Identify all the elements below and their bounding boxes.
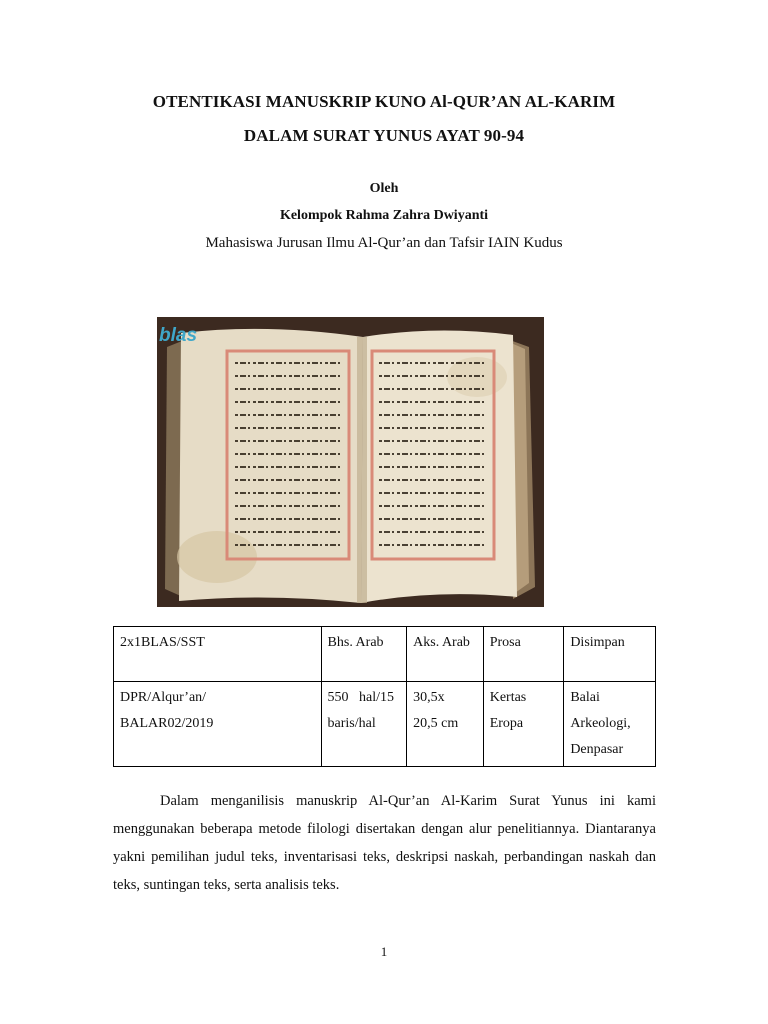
document-title-line-1: OTENTIKASI MANUSKRIP KUNO Al-QUR’AN AL-KARIM	[152, 92, 616, 111]
table-cell	[483, 682, 564, 767]
cell-line: BALAR02/2019	[120, 716, 214, 731]
table-cell	[564, 682, 656, 767]
author-affiliation: Mahasiswa Jurusan Ilmu Al-Qur’an dan Tafsir IAIN Kudus	[205, 235, 563, 251]
cell-line: Eropa	[489, 716, 524, 731]
table-row	[114, 682, 656, 767]
body-paragraph: Dalam menganilisis manuskrip Al-Qur’an Al-Karim Surat Yunus ini kami menggunakan beberapa metode filologi disertakan dengan alur penelitiannya. Diantaranya yakni pemilihan judul teks, inventarisasi teks, deskripsi naskah, perbandingan naskah dan teks, suntingan teks, serta analisis teks.	[113, 793, 656, 893]
table-row	[114, 627, 656, 682]
table-cell: Aks. Arab	[407, 627, 484, 682]
cell-line: Kertas	[489, 690, 527, 705]
photo-watermark: blas	[159, 325, 198, 346]
cell-line: baris/hal	[327, 716, 376, 731]
by-label: Oleh	[369, 181, 399, 196]
table-cell: Prosa	[483, 627, 564, 682]
manuscript-illustration	[157, 317, 544, 607]
table-cell	[114, 682, 322, 767]
manuscript-info-table	[113, 626, 656, 767]
page-number: 1	[380, 944, 388, 959]
manuscript-photo	[157, 317, 544, 607]
table-cell	[407, 682, 484, 767]
cell-line: DPR/Alqur’an/	[120, 690, 207, 705]
cell-line: Denpasar	[570, 742, 624, 757]
author-name: Kelompok Rahma Zahra Dwiyanti	[279, 208, 489, 223]
cell-line: Balai	[570, 690, 600, 705]
cell-line: 550 hal/15	[327, 690, 395, 705]
cell-line: Arkeologi,	[570, 716, 631, 731]
table-cell	[321, 682, 407, 767]
document-title-line-2: DALAM SURAT YUNUS AYAT 90-94	[243, 126, 525, 145]
cell-line: 30,5x	[413, 690, 445, 705]
cell-line: 20,5 cm	[413, 716, 459, 731]
table-cell: Bhs. Arab	[321, 627, 407, 682]
table-cell: 2x1BLAS/SST	[114, 627, 322, 682]
table-cell: Disimpan	[564, 627, 656, 682]
